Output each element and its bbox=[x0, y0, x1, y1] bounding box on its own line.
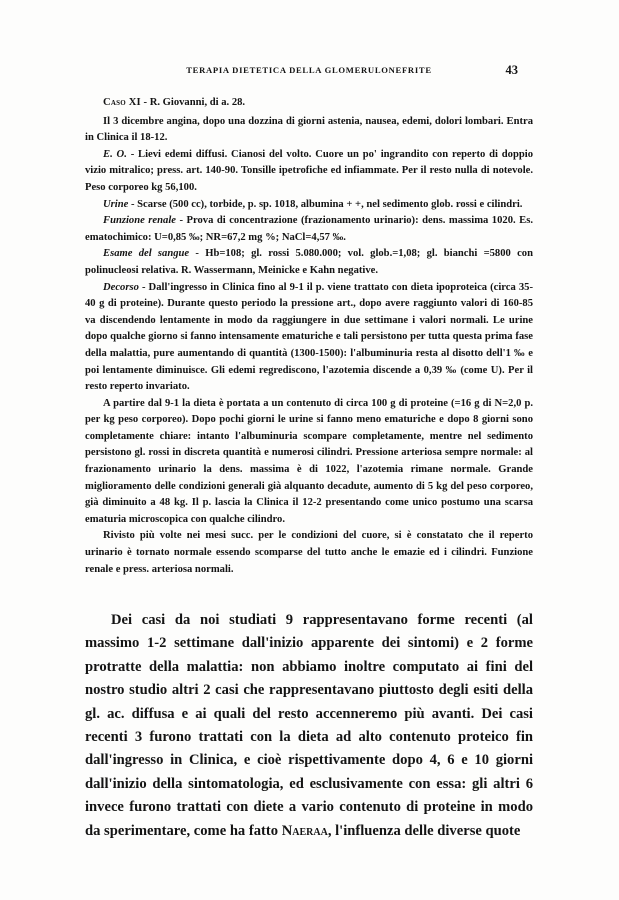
case-review: Rivisto più volte nei mesi succ. per le condizioni del cuore, si è constatato che il reperto urinario è tornato normale essendo scomparse del tutto anche le emazie ed i cilindri. Funzione renale e press. arteriosa normali. bbox=[85, 530, 533, 575]
case-urine bbox=[85, 197, 533, 214]
urine-text: - Scarse (500 cc), torbide, p. sp. 1018, albumina + +, nel sedimento glob. rossi e cilindri. bbox=[128, 198, 523, 210]
running-head: TERAPIA DIETETICA DELLA GLOMERULONEFRITE bbox=[186, 65, 432, 75]
case-renal bbox=[85, 213, 533, 246]
eo-label: E. O. bbox=[103, 148, 127, 160]
main-text-before: Dei casi da noi studiati 9 rappresentavano forme recenti (al massimo 1-2 settimane dall'inizio apparente dei sintomi) e 2 forme protratte della malattia: non abbiamo inoltre computato ai fini del nostro studio altri 2 casi che rappresentavano piuttosto degli esiti della gl. ac. diffusa e ai quali del resto accenneremo più avanti. Dei casi recenti 3 furono trattati con la dieta ad alto contenuto proteico fin dall'ingresso in Clinica, e cioè rispettivamente dopo 4, 6 e 10 giorni dall'inizio della sintomatologia, ed esclusivamente con essa: gli altri 6 invece furono trattati con diete a vario contenuto di proteine in modo da sperimentare, come ha fatto bbox=[85, 612, 533, 839]
course-text: - Dall'ingresso in Clinica fino al 9-1 il p. viene trattato con dieta ipoproteica (circa 35-40 g di proteine). Durante questo periodo la pressione art., dopo avere raggiunto valori di 160-85 va discendendo lentamente in modo da raggiungere in due settimane i valori normali. Le urine dopo qualche giorno si fanno intensamente ematuriche e tali persistono per tutta questa prima fase della malattia, pure aumentando di quantità (1300-1500): l'albuminuria resta al disotto dell'1 ‰ e poi lentamente diminuisce. Gli edemi regrediscono, l'azotemia discende a 0,39 ‰ (come U). Per il resto reperto invariato. bbox=[85, 281, 533, 393]
case-eo bbox=[85, 147, 533, 197]
case-title bbox=[85, 95, 533, 112]
case-course bbox=[85, 280, 533, 396]
course-label: Decorso bbox=[103, 281, 139, 293]
urine-label: Urine bbox=[103, 198, 129, 210]
author-name: Naeraa bbox=[281, 822, 328, 839]
case-diet: A partire dal 9-1 la dieta è portata a un contenuto di circa 100 g di proteine (=16 g di N=2,0 p. per kg peso corporeo). Dopo pochi giorni le urine si fanno meno ematuriche e dopo 8 giorni sono completamente chiare: intanto l'albuminuria scompare completamente, mentre nel sedimento persistono gl. rossi in discreta quantità e numerosi cilindri. Pressione arteriosa sempre normale: al frazionamento urinario la dens. massima è di 1022, l'azotemia rimane normale. Grande miglioramento delle condizioni generali già alquanto decadute, aumento di 5 kg del peso corporeo, già diminuito a 48 kg. Il p. lascia la Clinica il 12-2 presentando come unico postumo una scarsa ematuria microscopica con qualche cilindro. bbox=[85, 397, 533, 525]
renal-label: Funzione renale bbox=[103, 215, 176, 227]
renal-text: - Prova di concentrazione (frazionamento urinario): dens. massima 1020. Es. ematochimico: U=0,85 ‰; NR=67,2 mg %; NaCl=4,57 ‰. bbox=[85, 215, 533, 243]
main-text-after: , l'influenza delle diverse quote bbox=[327, 822, 521, 839]
case-patient: - R. Giovanni, di a. 28. bbox=[140, 97, 246, 108]
case-report bbox=[85, 95, 533, 578]
case-label: Caso XI bbox=[103, 97, 141, 108]
page-header bbox=[100, 63, 518, 81]
case-blood bbox=[85, 246, 533, 279]
case-history: Il 3 dicembre angina, dopo una dozzina di giorni astenia, nausea, edemi, dolori lombari. Entra in Clinica il 18-12. bbox=[85, 115, 533, 144]
eo-text: - Lievi edemi diffusi. Cianosi del volto. Cuore un po' ingrandito con reperto di doppio vizio mitralico; press. art. 140-90. Tonsille ipetrofiche ed infiammate. Per il resto nulla di notevole. Peso corporeo kg 56,100. bbox=[85, 148, 533, 193]
blood-text: - Hb=108; gl. rossi 5.080.000; vol. glob.=1,08; gl. bianchi =5800 con polinucleosi relativa. R. Wassermann, Meinicke e Kahn negative. bbox=[85, 248, 533, 276]
main-text bbox=[85, 609, 533, 843]
blood-label: Esame del sangue bbox=[103, 248, 190, 260]
main-paragraph bbox=[85, 609, 533, 843]
page-number: 43 bbox=[505, 63, 518, 77]
